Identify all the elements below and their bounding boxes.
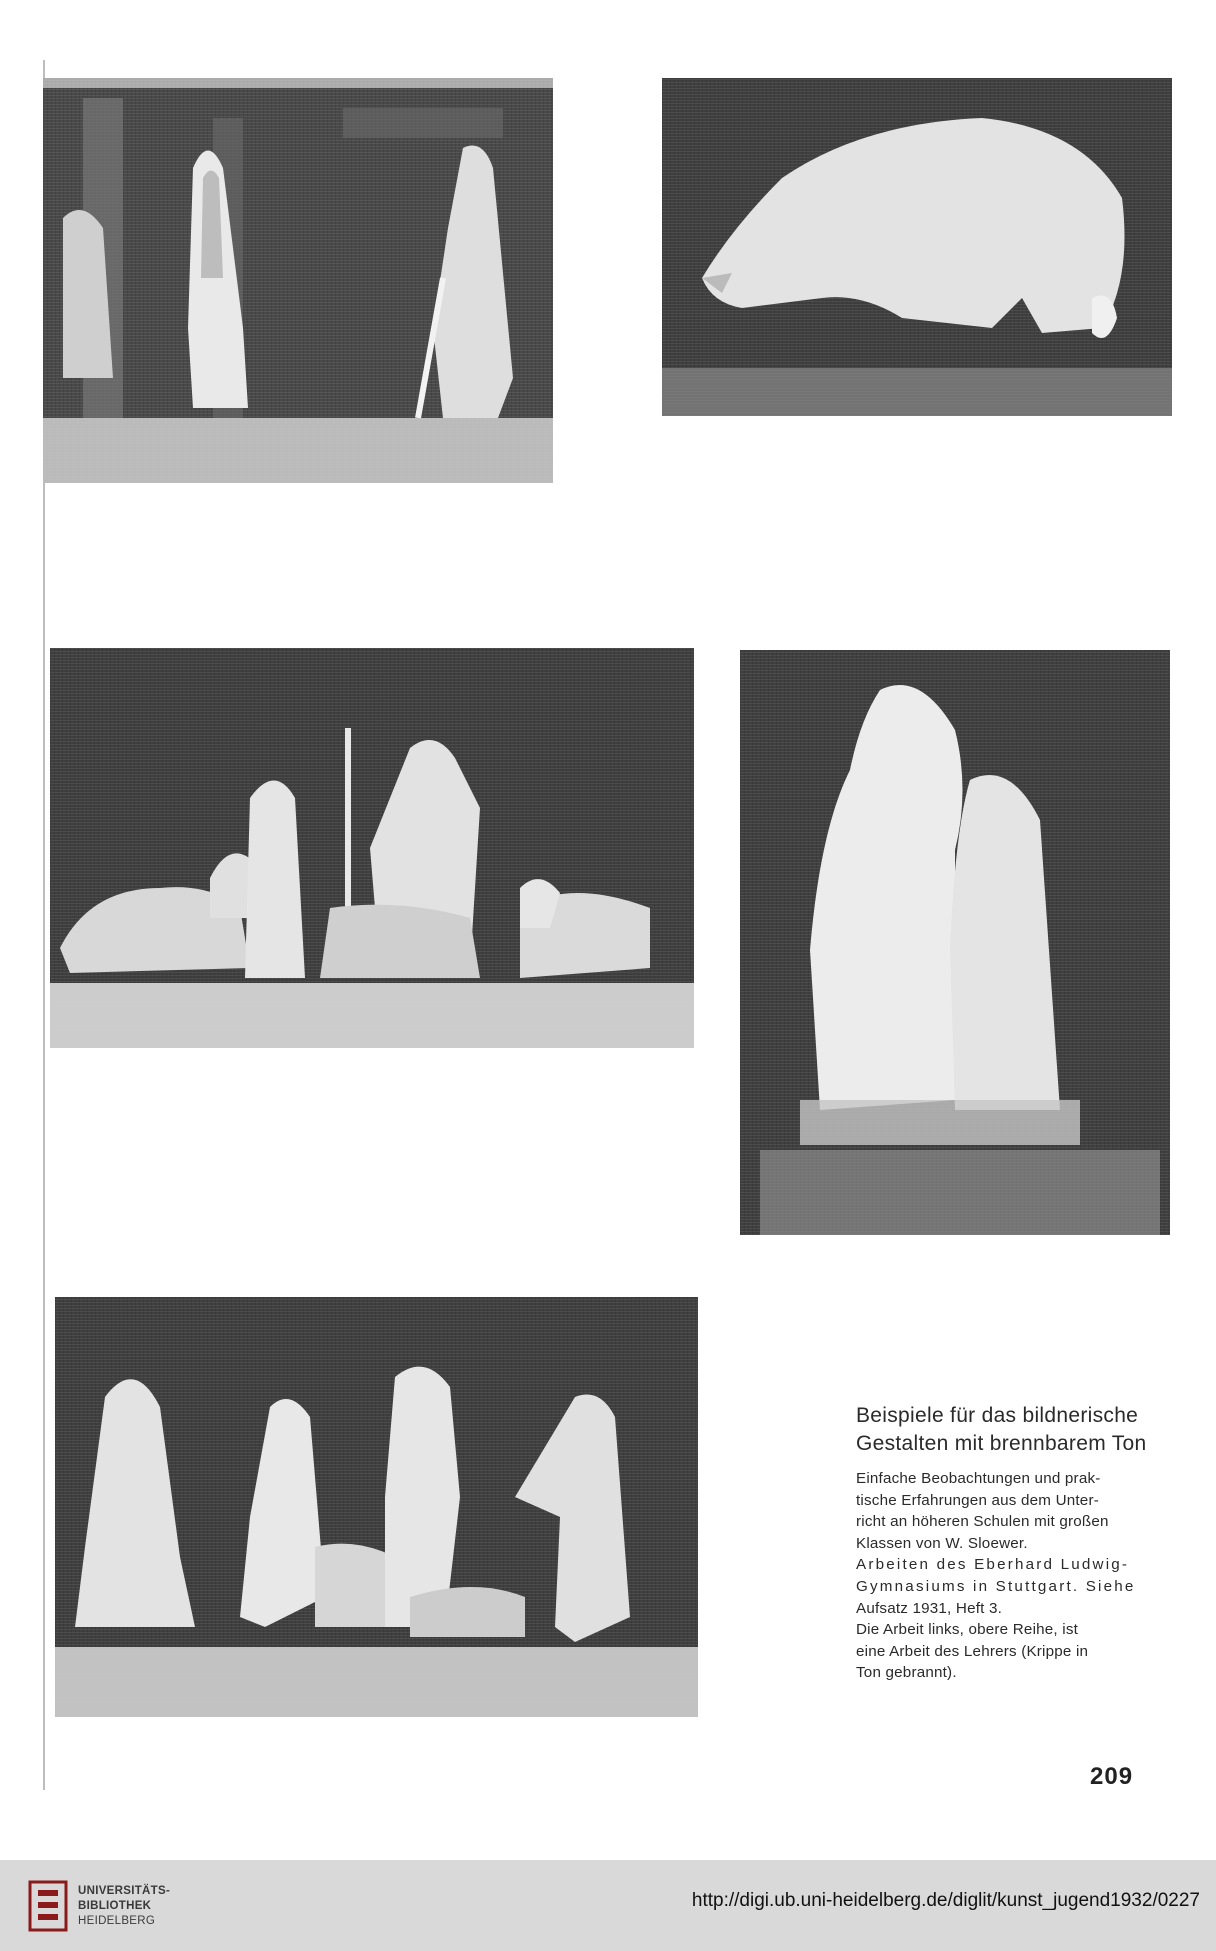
photo-bear-sculpture — [662, 78, 1172, 416]
library-name-line: UNIVERSITÄTS- — [78, 1885, 171, 1897]
digital-library-footer — [0, 1860, 1216, 1951]
library-name-line: HEIDELBERG — [78, 1915, 156, 1927]
caption-body — [856, 1468, 1168, 1684]
photo-nativity-creche — [43, 78, 553, 483]
caption-title — [856, 1402, 1168, 1458]
library-name[interactable] — [78, 1884, 170, 1929]
caption-block — [856, 1402, 1168, 1684]
caption-body-line: Einfache Beobachtungen und prak- — [856, 1470, 1101, 1487]
page-url-link[interactable]: http://digi.ub.uni-heidelberg.de/diglit/kunst_jugend1932/0227 — [691, 1890, 1200, 1911]
caption-body-line: Aufsatz 1931, Heft 3. — [856, 1599, 1003, 1617]
caption-body-line: Gymnasiums in Stuttgart. Siehe — [856, 1577, 1136, 1595]
caption-body-line: Arbeiten des Eberhard Ludwig- — [856, 1556, 1130, 1574]
caption-body-line: richt an höheren Schulen mit großen — [856, 1513, 1109, 1531]
photo-row-of-figures — [55, 1297, 698, 1717]
photo-two-hooded-figures — [740, 650, 1170, 1235]
page-number: 209 — [1090, 1763, 1134, 1790]
caption-body-line: Ton gebrannt). — [856, 1664, 957, 1682]
university-library-logo-icon[interactable] — [28, 1880, 68, 1932]
caption-body-line: eine Arbeit des Lehrers (Krippe in — [856, 1642, 1089, 1660]
caption-title-line: Beispiele für das bildnerische — [856, 1404, 1139, 1427]
caption-body-line: Die Arbeit links, obere Reihe, ist — [856, 1621, 1079, 1639]
photo-shepherd-with-animals — [50, 648, 694, 1048]
caption-body-line: tische Erfahrungen aus dem Unter- — [856, 1491, 1099, 1509]
library-name-line: BIBLIOTHEK — [78, 1900, 152, 1912]
caption-title-line: Gestalten mit brennbarem Ton — [856, 1432, 1147, 1455]
caption-body-line: Klassen von W. Sloewer. — [856, 1534, 1028, 1552]
